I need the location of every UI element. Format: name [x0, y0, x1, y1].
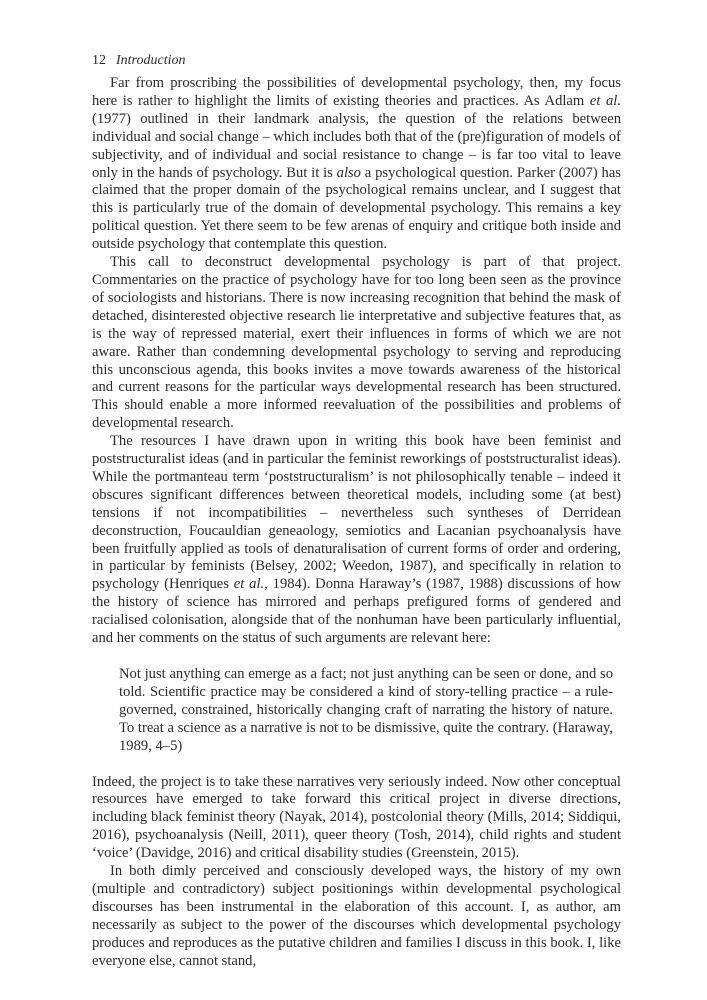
paragraph-1-text-c: (1977) outlined in their landmark analysis, the question of the relations between individual and social change – which includes both that of the (pre)figuration of models of subjectivity, and of individual and social resistance to change – is far too vital to leave only in the hands of psychology. But it is [92, 110, 621, 181]
paragraph-3 [92, 433, 621, 648]
running-head [92, 52, 621, 70]
paragraph-2: This call to deconstruct developmental psychology is part of that project. Commentaries on the practice of psychology have for too long been seen as the province of sociologists and historians. There is now increasing recognition that behind the mask of detached, disinterested objective research lie interpretative and subjective features that, as is the way of repressed material, exert their influences in forms of which we are not aware. Rather than condemning developmental psychology to serving and reproducing this unconscious agenda, this books invites a move towards awareness of the historical and current reasons for the particular ways developmental research has been structured. This should enable a more informed reevaluation of the possibilities and problems of developmental research. [92, 254, 621, 432]
paragraph-1-text-e: a psychological question. Parker (2007) has claimed that the proper domain of the psychological remains unclear, and I suggest that this is particularly true of the domain of developmental psychology. This remains a key political question. Yet there seem to be few arenas of enquiry and critique both inside and outside psychology that contemplate this question. [92, 164, 621, 253]
paragraph-5: In both dimly perceived and consciously developed ways, the history of my own (multiple and contradictory) subject positionings within developmental psychological discourses has been instrumental in the elaboration of this account. I, as author, am necessarily as subject to the power of the discourses which developmental psychology produces and reproduces as the putative children and families I discuss in this book. I, like everyone else, cannot stand, [92, 863, 621, 969]
book-page [92, 52, 621, 971]
paragraph-3-text-c: , 1984). Donna Haraway’s (1987, 1988) discussions of how the history of science has mirrored and perhaps prefigured forms of gendered and racialised colonisation, alongside that of the nonhuman have been particularly influential, and her comments on the status of such arguments are relevant here: [92, 576, 621, 647]
paragraph-4: Indeed, the project is to take these narratives very seriously indeed. Now other conceptual resources have emerged to take forward this critical project in diverse directions, including black feminist theory (Nayak, 2014), postcolonial theory (Mills, 2014; Siddiqui, 2016), psychoanalysis (Neill, 2011), queer theory (Tosh, 2014), child rights and student ‘voice’ (Davidge, 2016) and critical disability studies (Greenstein, 2015). [92, 773, 621, 862]
paragraph-3-text-a: The resources I have drawn upon in writing this book have been feminist and poststructuralist ideas (and in particular the feminist reworkings of poststructuralist ideas). While the portmanteau term ‘poststructuralism’ is not philosophically tenable – indeed it obscures significant differences between theoretical models, including some (at best) tensions if not incompatibilities – nevertheless such syntheses of Derridean deconstruction, Foucauldian geneaology, semiotics and Lacanian psychoanalysis have been fruitfully applied as tools of denaturalisation of current forms of order and ordering, in particular by feminists (Belsey, 2002; Weedon, 1987), and specifically in relation to psychology (Henriques [92, 433, 621, 593]
paragraph-1-text-a: Far from proscribing the possibilities of developmental psychology, then, my focus here is rather to highlight the limits of existing theories and practices. As Adlam [92, 75, 621, 109]
paragraph-1 [92, 75, 621, 254]
paragraph-3-etal: et al. [233, 576, 265, 593]
paragraph-1-also: also [336, 164, 361, 181]
block-quote: Not just anything can emerge as a fact; not just anything can be seen or done, and so told. Scientific practice may be considered a kind of story-telling practice – a rule-governed, constrained, historically changing craft of narrating the history of nature. To treat a science as a narrative is not to be dismissive, quite the contrary. (Haraway, 1989, 4–5) [119, 666, 613, 754]
running-title: Introduction [116, 53, 186, 68]
paragraph-1-etal: et al. [589, 92, 621, 109]
page-number: 12 [92, 53, 106, 68]
